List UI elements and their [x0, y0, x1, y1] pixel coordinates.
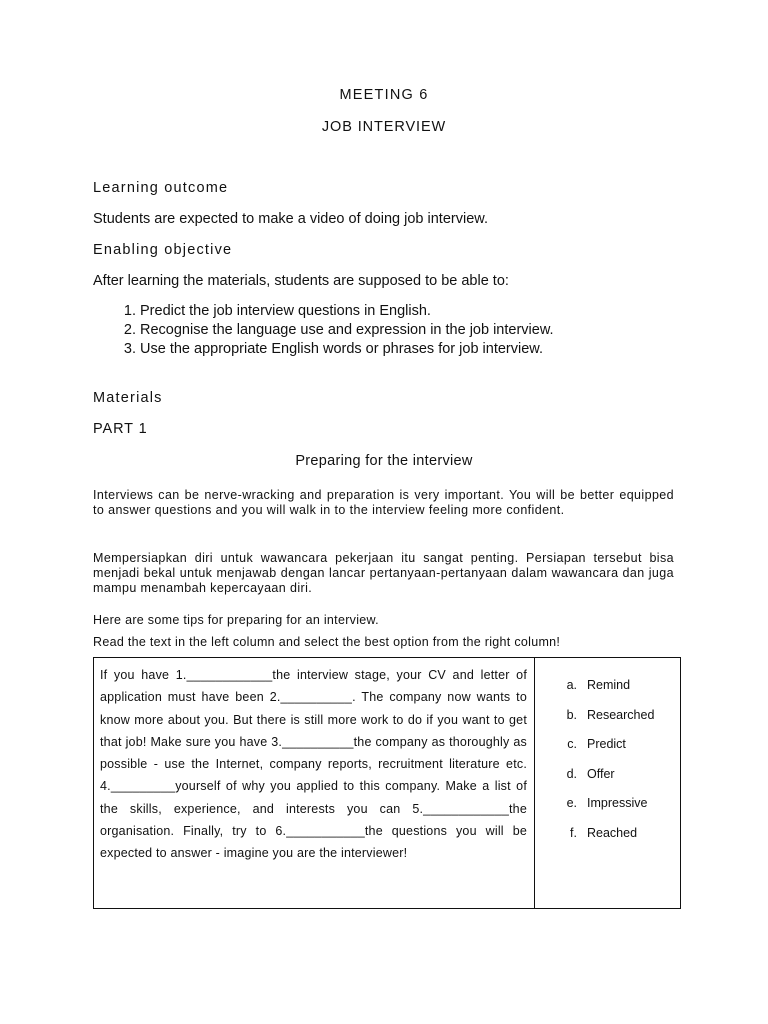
- learning-outcome-text: Students are expected to make a video of doing job interview.: [93, 211, 488, 227]
- option-word: Researched: [587, 707, 655, 722]
- enabling-objective-intro: After learning the materials, students are supposed to be able to:: [93, 273, 509, 289]
- tips-intro: Here are some tips for preparing for an interview.: [93, 613, 379, 627]
- option-letter: f.: [570, 825, 577, 840]
- option-item: [535, 826, 680, 856]
- option-letter: a.: [566, 678, 577, 692]
- option-item: [535, 737, 680, 767]
- exercise-text-cell: [94, 658, 535, 909]
- objective-item: 2. Recognise the language use and expression in the job interview.: [140, 321, 554, 340]
- option-word: Impressive: [587, 796, 648, 810]
- option-item: [535, 767, 680, 797]
- option-letter: c.: [567, 737, 577, 751]
- option-item: [535, 678, 680, 708]
- enabling-objective-heading: Enabling objective: [93, 242, 233, 258]
- objectives-list: [116, 302, 554, 359]
- option-word: Predict: [587, 737, 626, 751]
- option-word: Remind: [587, 678, 631, 692]
- intro-paragraph-id: Mempersiapkan diri untuk wawancara pekerjaan itu sangat penting. Persiapan tersebut bisa menjadi bekal untuk menjawab dengan lancar pertanyaan-pertanyaan dalam wawancara dan juga mampu menambah kepercayaan diri.: [93, 551, 674, 595]
- meeting-label: MEETING 6: [339, 87, 429, 103]
- option-word: Offer: [587, 766, 615, 781]
- option-item: [535, 708, 680, 738]
- learning-outcome-heading: Learning outcome: [93, 180, 229, 196]
- exercise-text: If you have 1.____________the interview stage, your CV and letter of application must have been 2.__________. The company now wants to know more about you. But there is still more work to do if you want to get that job! Make sure you have 3.__________the company as thoroughly as possible - use the Internet, company reports, recruitment literature etc. 4._________yourself of why you applied to this company. Make a list of the skills, experience, and interests you can 5.____________the organisation. Finally, try to 6.___________the questions you will be expected to answer - imagine you are the interviewer!: [100, 668, 527, 861]
- option-letter: d.: [566, 766, 577, 781]
- option-word: Reached: [587, 825, 638, 840]
- exercise-table: [93, 657, 681, 909]
- exercise-instruction: Read the text in the left column and select the best option from the right column!: [93, 635, 561, 649]
- option-item: [535, 796, 680, 826]
- part-label: PART 1: [93, 421, 148, 437]
- materials-heading: Materials: [93, 390, 163, 406]
- intro-paragraph-en: Interviews can be nerve-wracking and preparation is very important. You will be better equipped to answer questions and you will walk in to the interview feeling more confident.: [93, 488, 674, 517]
- option-letter: e.: [566, 796, 577, 810]
- page-title: JOB INTERVIEW: [321, 119, 447, 135]
- section-title: Preparing for the interview: [295, 453, 473, 469]
- objective-item: 1. Predict the job interview questions in English.: [140, 302, 554, 321]
- objective-item: 3. Use the appropriate English words or phrases for job interview.: [140, 340, 554, 359]
- option-letter: b.: [566, 707, 577, 722]
- options-cell: [535, 658, 681, 909]
